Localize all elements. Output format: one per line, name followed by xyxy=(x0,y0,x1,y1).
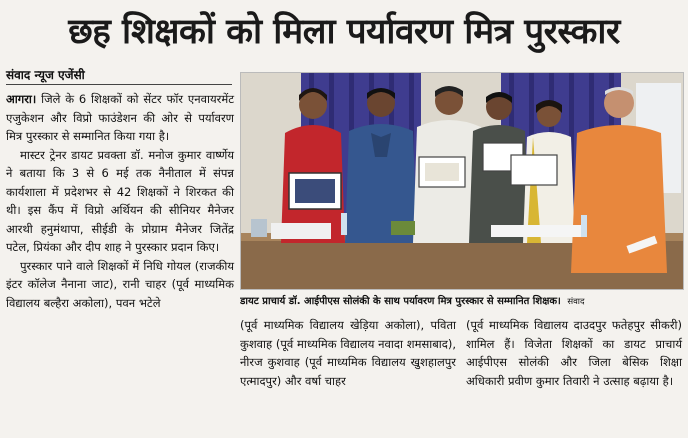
headline: छह शिक्षकों को मिला पर्यावरण मित्र पुरस्कार xyxy=(68,12,620,52)
dateline: आगरा। xyxy=(6,92,37,106)
photo-caption xyxy=(240,292,682,312)
byline: संवाद न्यूज एजेंसी xyxy=(6,68,85,82)
article-paragraph-3: पुरस्कार पाने वाले शिक्षकों में निधि गोयल (राजकीय इंटर कॉलेज नैनाना जाट), रानी चाहर (पूर्व माध्यमिक विद्यालय बल्हैरा अकोला), पवन भटेले xyxy=(6,258,234,310)
article-paragraph-1 xyxy=(6,90,234,146)
article-continuation-3: (पूर्व माध्यमिक विद्यालय दाउदपुर फतेहपुर सीकरी) शामिल हैं। विजेता शिक्षकों का डायट प्राचार्य आईपीएस सोलंकी और जिला बेसिक शिक्षा अधिकारी प्रवीण कुमार तिवारी ने उत्साह बढ़ाया है। xyxy=(466,318,682,388)
article-column-right xyxy=(466,316,682,390)
article-text-1: जिले के 6 शिक्षकों को सेंटर फॉर एनवायरमेंट एजुकेशन और विप्रो फाउंडेशन की ओर से पर्यावरण मित्र पुरस्कार से सम्मानित किया गया है। xyxy=(6,92,234,143)
article-paragraph-2: मास्टर ट्रेनर डायट प्रवक्ता डॉ. मनोज कुमार वार्ष्णेय ने बताया कि 3 से 6 मई तक नैनीताल में संपन्न कार्यशाला में प्रदेशभर से 42 शिक्षकों ने शिरकत की थी। इस कैंप में विप्रो अर्थियन की सीनियर मैनेजर आरथी हनुमंथापा, सीईडी के प्रोग्राम मैनेजर जितेंद्र पटेल, प्रियंका और दीप शाह ने पुरस्कार प्रदान किए। xyxy=(6,147,234,254)
byline-divider xyxy=(6,84,232,85)
news-photo xyxy=(240,72,684,290)
article-column-middle xyxy=(240,316,456,390)
photo-credit: संवाद xyxy=(567,297,585,307)
news-photo-illustration xyxy=(241,73,683,289)
article-continuation-2: (पूर्व माध्यमिक विद्यालय खेड़िया अकोला), पविता कुशवाह (पूर्व माध्यमिक विद्यालय नवादा शमसाबाद), नीरज कुशवाह (पूर्व माध्यमिक विद्यालय खुशहालपुर एत्मादपुर) और वर्षा चाहर xyxy=(240,318,456,388)
article-column-left xyxy=(6,90,234,312)
photo-caption-text: डायट प्राचार्य डॉ. आईपीएस सोलंकी के साथ पर्यावरण मित्र पुरस्कार से सम्मानित शिक्षक। xyxy=(240,296,561,307)
